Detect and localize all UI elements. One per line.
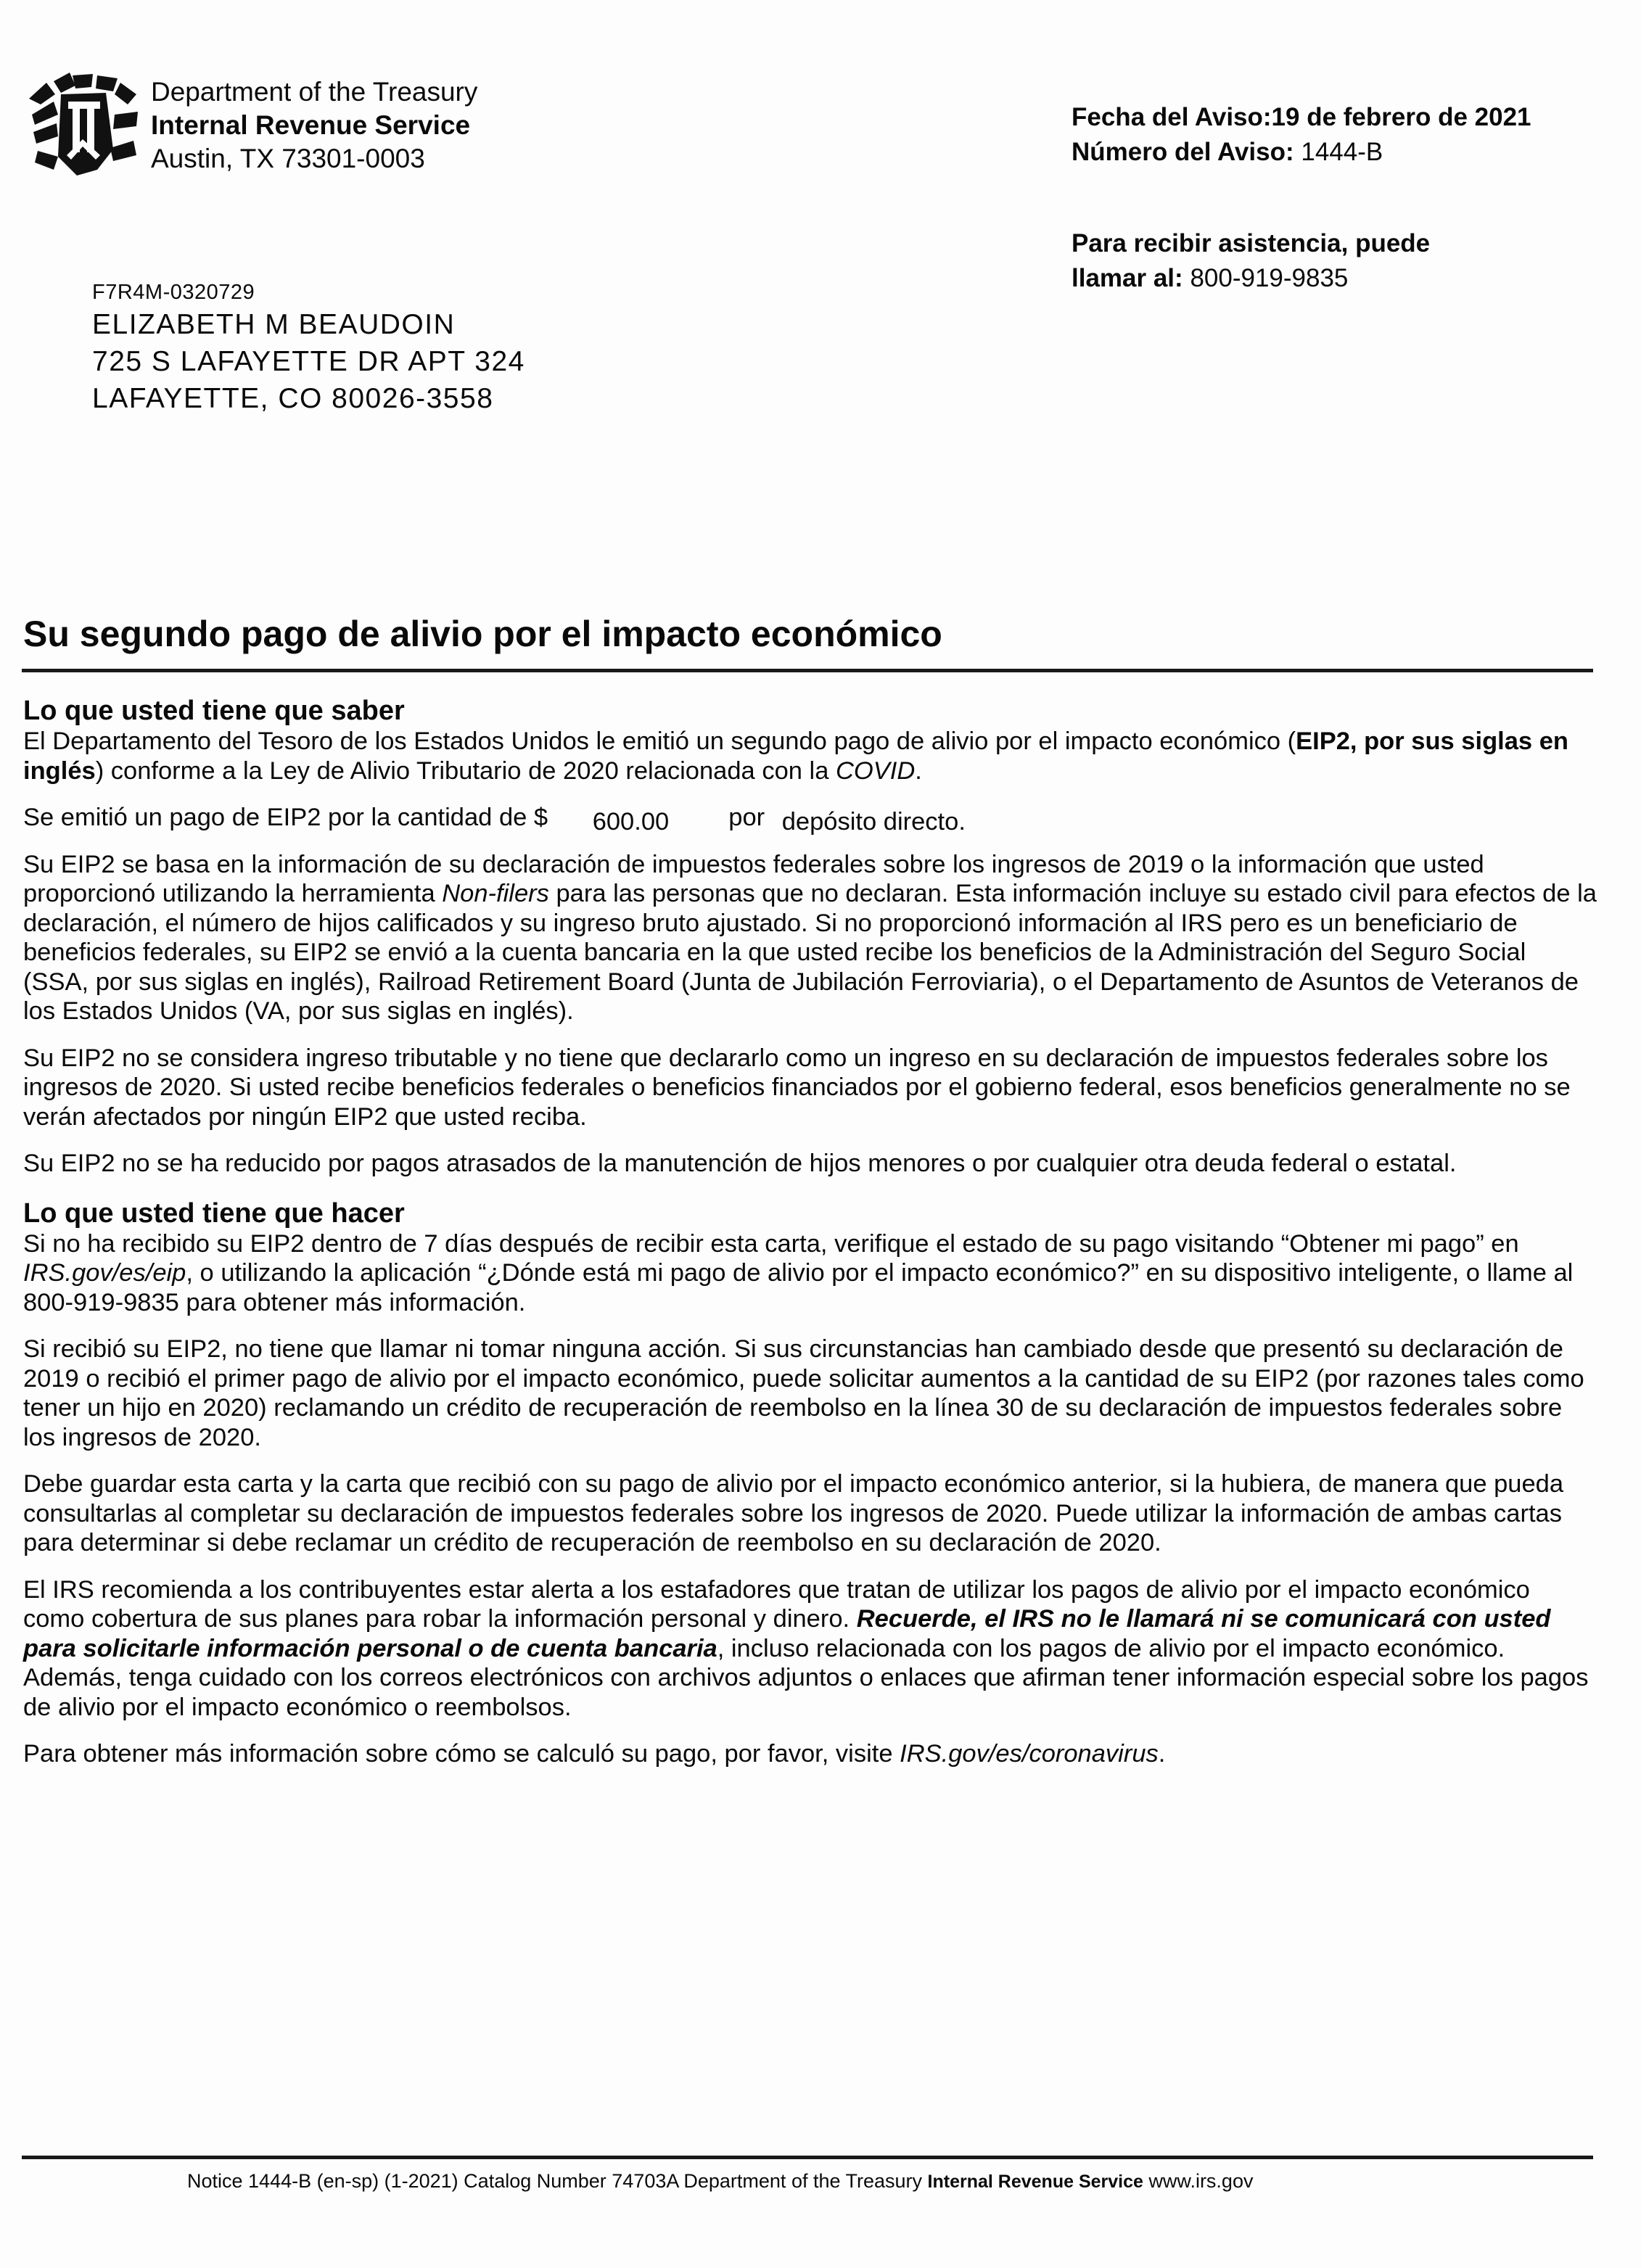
- agency-block: [151, 75, 477, 176]
- footer: [187, 2169, 1253, 2194]
- irs-eagle-logo: [25, 70, 142, 178]
- payment-line: [23, 803, 1597, 836]
- notice-number-label: Número del Aviso:: [1072, 138, 1294, 166]
- more-info-text: Para obtener más información sobre cómo se calculó su pago, por favor, visite: [23, 1740, 900, 1768]
- payment-prefix: Se emitió un pago de EIP2 por la cantidad de $: [23, 804, 548, 831]
- section-do-check: [23, 1229, 1597, 1318]
- footer-irs: Internal Revenue Service: [927, 2172, 1143, 2192]
- assist-line1: Para recibir asistencia, puede: [1072, 229, 1431, 257]
- intro-text-c: ) conforme a la Ley de Alivio Tributario de 2020 relacionada con la: [95, 756, 836, 785]
- agency-address: Austin, TX 73301-0003: [151, 144, 425, 173]
- footer-url[interactable]: www.irs.gov: [1148, 2170, 1254, 2192]
- basis-text-a: Su EIP2 se basa en la información de su declaración de impuestos federales sobre los ingresos de 2019 o la información que usted proporcionó utilizando la herramienta: [23, 850, 1484, 907]
- section-know-basis: [23, 850, 1597, 1026]
- coronavirus-link[interactable]: IRS.gov/es/coronavirus: [900, 1740, 1159, 1768]
- assist-label: llamar al:: [1072, 264, 1183, 292]
- footer-notice: Notice 1444-B (en-sp) (1-2021) Catalog Number 74703A Department of the Treasury: [187, 2170, 923, 2192]
- section-do-more-info: [23, 1739, 1597, 1769]
- section-know-offset: Su EIP2 no se ha reducido por pagos atrasados de la manutención de hijos menores o por cualquier otra deuda federal o estatal.: [23, 1150, 1457, 1177]
- check-text-a: Si no ha recibido su EIP2 dentro de 7 días después de recibir esta carta, verifique el estado de su pago visitando “Obtener mi pago” en: [23, 1229, 1519, 1258]
- check-text-c: , o utilizando la aplicación “¿Dónde está mi pago de alivio por el impacto económico?” en su dispositivo inteligente, o llame al 800-919-9835 para obtener más información.: [23, 1259, 1574, 1316]
- recipient-city: LAFAYETTE, CO 80026-3558: [92, 383, 494, 414]
- footer-divider: [22, 2156, 1593, 2159]
- recipient-name: ELIZABETH M BEAUDOIN: [92, 309, 456, 340]
- letter-body: [23, 695, 1597, 1769]
- notice-date-label: Fecha del Aviso:: [1072, 103, 1272, 131]
- more-info-period: .: [1158, 1740, 1166, 1768]
- page-title: Su segundo pago de alivio por el impacto económico: [23, 614, 942, 654]
- intro-text-covid: COVID: [835, 756, 916, 785]
- recipient-address: [92, 279, 525, 417]
- assist-line2: [1072, 261, 1623, 296]
- scam-text-a: El IRS recomienda a los contribuyentes estar alerta a los estafadores que tratan de utilizar los pagos de alivio por el impacto económico como cobertura de sus planes para robar la información personal y dinero.: [23, 1575, 1530, 1633]
- intro-text-e: .: [915, 756, 922, 785]
- recipient-code: F7R4M-0320729: [92, 281, 255, 304]
- recipient-street: 725 S LAFAYETTE DR APT 324: [92, 346, 525, 377]
- notice-info: [1072, 100, 1623, 296]
- section-do-heading: Lo que usted tiene que hacer: [23, 1197, 405, 1229]
- section-do-keep: Debe guardar esta carta y la carta que recibió con su pago de alivio por el impacto económico anterior, si la hubiera, de manera que pueda consultarlas al completar su declaración de impuestos federales sobre los ingresos de 2020. Puede utilizar la información de ambas cartas para determinar si debe reclamar un crédito de recuperación de reembolso en su declaración de 2020.: [23, 1470, 1564, 1556]
- assist-phone: 800-919-9835: [1190, 264, 1349, 292]
- intro-text-a: El Departamento del Tesoro de los Estados Unidos le emitió un segundo pago de alivio por el impacto económico (: [23, 727, 1296, 755]
- scam-text-warning: Recuerde, el IRS no le llamará ni se comunicará con usted para solicitarle información personal o de cuenta bancaria: [23, 1605, 1551, 1662]
- payment-amount: 600.00: [592, 808, 670, 836]
- basis-text-c: para las personas que no declaran. Esta información incluye su estado civil para efectos de la declaración, el número de hijos calificados y su ingreso bruto ajustado. Si no proporcionó información al IRS pero es un beneficiario de beneficios federales, su EIP2 se envió a la cuenta bancaria en la que usted recibe los beneficios de la Administración del Seguro Social (SSA, por sus siglas en inglés), Railroad Retirement Board (Junta de Jubilación Ferroviaria), o el Departamento de Asuntos de Veteranos de los Estados Unidos (VA, por sus siglas en inglés).: [23, 880, 1597, 1025]
- section-do-scam: [23, 1575, 1597, 1723]
- payment-method: depósito directo.: [781, 808, 966, 836]
- section-do-received: Si recibió su EIP2, no tiene que llamar ni tomar ninguna acción. Si sus circunstancias han cambiado desde que presentó su declaración de 2019 o recibió el primer pago de alivio por el impacto económico, puede solicitar aumentos a la cantidad de su EIP2 (por razones tales como tener un hijo en 2020) reclamando un crédito de recuperación de reembolso en la línea 30 de su declaración de impuestos federales sobre los ingresos de 2020.: [23, 1335, 1584, 1451]
- title-divider: [22, 669, 1593, 672]
- section-know-taxable: Su EIP2 no se considera ingreso tributable y no tiene que declararlo como un ingreso en su declaración de impuestos federales sobre los ingresos de 2020. Si usted recibe beneficios federales o beneficios financiados por el gobierno federal, esos beneficios generalmente no se verán afectados por ningún EIP2 que usted reciba.: [23, 1044, 1571, 1131]
- notice-number: [1072, 135, 1623, 170]
- section-know-heading: Lo que usted tiene que saber: [23, 696, 405, 726]
- agency-dept: Department of the Treasury: [151, 77, 478, 107]
- eip-link[interactable]: IRS.gov/es/eip: [23, 1259, 186, 1287]
- notice-date: [1072, 100, 1623, 135]
- payment-por: por: [728, 804, 765, 831]
- agency-irs: Internal Revenue Service: [151, 110, 471, 140]
- basis-text-nonfilers: Non-filers: [442, 880, 549, 907]
- scam-text-c: , incluso relacionada con los pagos de alivio por el impacto económico. Además, tenga cuidado con los correos electrónicos con archivos adjuntos o enlaces que afirman tener información especial sobre los pagos de alivio por el impacto económico o reembolsos.: [23, 1634, 1589, 1721]
- section-know-intro: [23, 727, 1597, 785]
- notice-number-value: 1444-B: [1301, 138, 1383, 166]
- intro-text-bold: EIP2, por sus siglas en inglés: [23, 727, 1568, 785]
- notice-date-value: 19 de febrero de 2021: [1271, 103, 1531, 131]
